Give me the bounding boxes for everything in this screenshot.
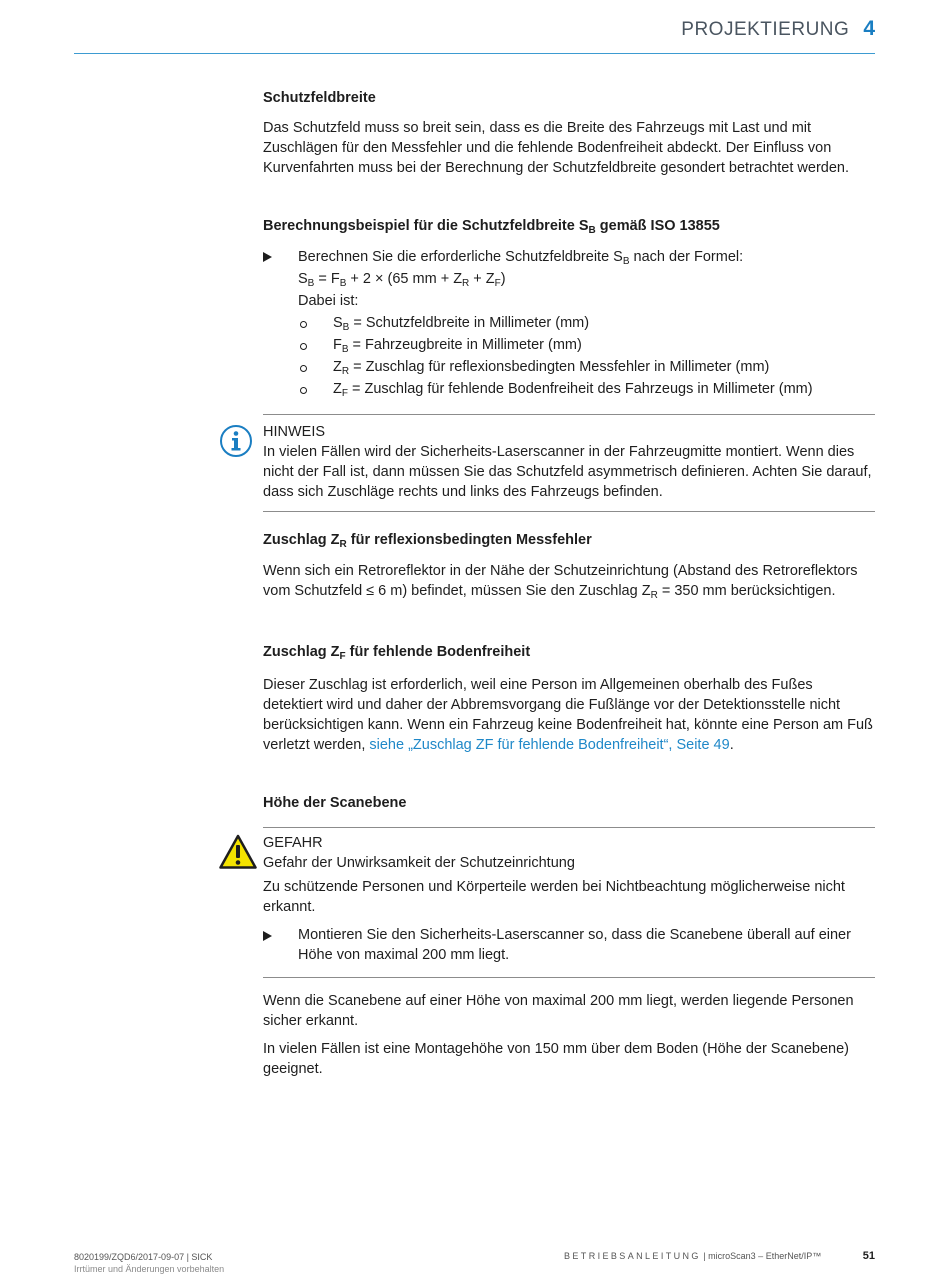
heading-text: für reflexionsbedingten Messfehler [346, 532, 592, 548]
subscript: R [339, 539, 347, 550]
circle-bullet-icon [300, 387, 307, 394]
circle-bullet-icon [300, 321, 307, 328]
heading-text: Zuschlag Z [263, 532, 340, 548]
heading-text: Berechnungsbeispiel für die Schutzfeldbreite S [263, 218, 589, 234]
chapter-title: PROJEKTIERUNG [681, 19, 850, 40]
section-body [263, 675, 875, 755]
footer-center [564, 1251, 821, 1261]
doc-id: 8020199/ZQD6/2017-09-07 | SICK [74, 1252, 213, 1262]
doc-kind: BETRIEBSANLEITUNG [564, 1251, 701, 1261]
subscript: B [622, 256, 630, 267]
symbol: Z [333, 359, 342, 375]
cross-reference-link[interactable]: siehe „Zuschlag ZF für fehlende Bodenfreiheit“, Seite 49 [369, 737, 730, 753]
gefahr-subtitle: Gefahr der Unwirksamkeit der Schutzeinrichtung [263, 855, 575, 871]
circle-bullet-icon [300, 343, 307, 350]
instruction-step [263, 925, 875, 965]
page-number: 51 [862, 1250, 875, 1262]
formula-part: S [298, 271, 308, 287]
body-text: Dieser Zuschlag ist erforderlich, weil eine Person im Allgemeinen oberhalb des Fußes detektiert wird und daher der Abbremsvorgang die Fußlänge vor der Detektionsstelle nicht berücksichtigen kann. Wenn ein Fahrzeug keine Bodenfreiheit hat, könnte eine Person am Fuß verletzt werden, [263, 677, 873, 753]
hinweis-label: HINWEIS [263, 424, 326, 440]
definition-list [298, 312, 875, 400]
definition-item [298, 378, 875, 400]
section-heading [263, 530, 875, 550]
body-text: . [729, 737, 734, 753]
definition-text: = Zuschlag für fehlende Bodenfreiheit des Fahrzeugs in Millimeter (mm) [347, 381, 813, 397]
heading-text: Zuschlag Z [263, 644, 340, 660]
gefahr-label: GEFAHR [263, 835, 323, 851]
definition-text: = Fahrzeugbreite in Millimeter (mm) [348, 337, 582, 353]
subscript: R [650, 590, 658, 601]
disclaimer: Irrtümer und Änderungen vorbehalten [74, 1264, 225, 1274]
hinweis-top-rule [263, 414, 875, 415]
bullet-triangle-icon [263, 252, 272, 262]
section-scanebene [263, 793, 875, 813]
section-schutzfeldbreite [263, 88, 875, 178]
paragraph: Wenn die Scanebene auf einer Höhe von maximal 200 mm liegt, werden liegende Personen sicher erkannt. [263, 993, 854, 1029]
formula [298, 268, 875, 290]
warning-triangle-icon [219, 834, 257, 875]
section-body [263, 561, 875, 601]
subscript: B [341, 344, 349, 355]
circle-bullet-icon [300, 365, 307, 372]
formula-part: ) [500, 271, 506, 287]
instruction-text: Montieren Sie den Sicherheits-Laserscanner so, dass die Scanebene überall auf einer Höhe von maximal 200 mm liegt. [298, 927, 851, 963]
chapter-number: 4 [863, 17, 875, 40]
instruction-step [263, 246, 875, 400]
section-heading [263, 642, 875, 662]
header-rule [74, 53, 875, 54]
hinweis-body: In vielen Fällen wird der Sicherheits-Laserscanner in der Fahrzeugmitte montiert. Wenn dies nicht der Fall ist, dann müssen Sie das Schutzfeld asymmetrisch definieren. Achten Sie darauf, dass sich Zuschläge rechts und links des Fahrzeugs befinden. [263, 444, 872, 500]
symbol: F [333, 337, 342, 353]
definition-item [298, 312, 875, 334]
closing-paragraphs [263, 991, 875, 1079]
body-text: = 350 mm berücksichtigen. [657, 583, 836, 599]
gefahr-body: Zu schützende Personen und Körperteile werden bei Nichtbeachtung möglicherweise nicht erkannt. [263, 879, 845, 915]
subscript: F [494, 278, 501, 289]
section-body: Das Schutzfeld muss so breit sein, dass es die Breite des Fahrzeugs mit Last und mit Zuschlägen für den Messfehler und die fehlende Bodenfreiheit abdeckt. Der Einfluss von Kurvenfahrten muss bei der Berechnung der Schutzfeldbreite gesondert betrachtet werden. [263, 120, 849, 176]
paragraph: In vielen Fällen ist eine Montagehöhe von 150 mm über dem Boden (Höhe der Scanebene) geeignet. [263, 1041, 850, 1077]
section-berechnungsbeispiel [263, 216, 875, 400]
section-zuschlag-zr [263, 530, 875, 601]
formula-part: = F [314, 271, 340, 287]
subscript: F [341, 388, 348, 399]
dabei-label: Dabei ist: [298, 293, 359, 309]
gefahr-block [263, 833, 875, 965]
instruction-text [298, 246, 875, 268]
info-icon [219, 424, 253, 463]
section-heading: Schutzfeldbreite [263, 90, 376, 106]
definition-item [298, 334, 875, 356]
body-text: Wenn sich ein Retroreflektor in der Nähe der Schutzeinrichtung (Abstand des Retroreflektors vom Schutzfeld ≤ 6 m) befindet, müssen Sie den Zuschlag Z [263, 563, 858, 599]
gefahr-bottom-rule [263, 977, 875, 978]
bullet-triangle-icon [263, 931, 272, 941]
subscript: B [307, 278, 315, 289]
formula-part: + Z [469, 271, 495, 287]
subscript: F [339, 651, 346, 662]
definition-text: = Schutzfeldbreite in Millimeter (mm) [349, 315, 590, 331]
hinweis-block [263, 422, 875, 502]
subscript: R [462, 278, 470, 289]
definition-text: = Zuschlag für reflexionsbedingten Messfehler in Millimeter (mm) [349, 359, 770, 375]
section-heading: Höhe der Scanebene [263, 795, 407, 811]
subscript: R [341, 366, 350, 377]
gefahr-top-rule [263, 827, 875, 828]
subscript: B [588, 225, 596, 236]
section-zuschlag-zf [263, 642, 875, 755]
instruction-text-part: nach der Formel: [629, 249, 744, 265]
footer-left [74, 1251, 224, 1275]
symbol: Z [333, 381, 342, 397]
chapter-header [681, 17, 875, 41]
instruction-text-part: Berechnen Sie die erforderliche Schutzfeldbreite S [298, 249, 623, 265]
definition-item [298, 356, 875, 378]
subscript: B [342, 322, 350, 333]
formula-part: + 2 × (65 mm + Z [346, 271, 463, 287]
subscript: B [339, 278, 347, 289]
hinweis-bottom-rule [263, 511, 875, 512]
heading-text: gemäß ISO 13855 [595, 218, 720, 234]
product-name: | microScan3 – EtherNet/IP™ [700, 1251, 822, 1261]
heading-text: für fehlende Bodenfreiheit [345, 644, 531, 660]
symbol: S [333, 315, 343, 331]
section-heading [263, 216, 875, 236]
